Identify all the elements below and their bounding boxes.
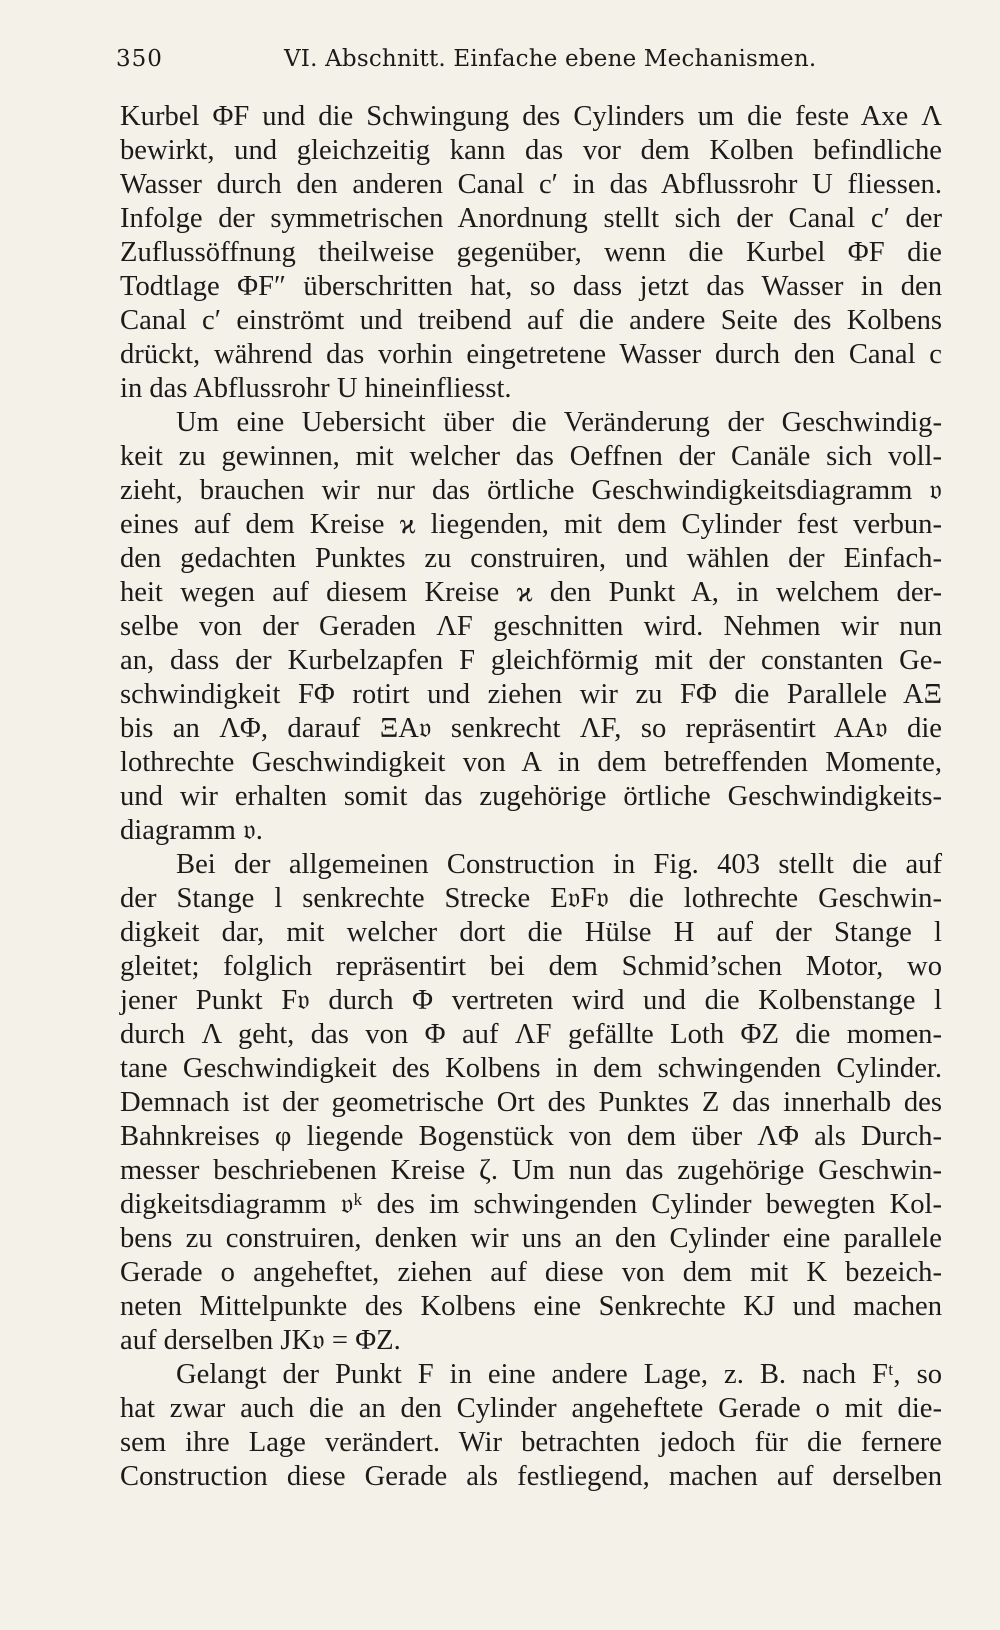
text-line: Construction diese Gerade als festliegend, machen auf derselben bbox=[120, 1461, 942, 1492]
text-line: bis an ΛΦ, darauf ΞA𝔳 senkrecht ΛF, so repräsentirt AA𝔳 die bbox=[120, 713, 942, 744]
text-line: Todtlage ΦF″ überschritten hat, so dass jetzt das Wasser in den bbox=[120, 271, 942, 302]
paragraph bbox=[120, 1358, 942, 1494]
text-line: eines auf dem Kreise ϰ liegenden, mit dem Cylinder fest verbun- bbox=[120, 509, 942, 540]
paragraph bbox=[120, 100, 942, 406]
text-line: digkeit dar, mit welcher dort die Hülse H auf der Stange l bbox=[120, 917, 942, 948]
text-line: in das Abflussrohr U hineinfliesst. bbox=[120, 373, 512, 404]
text-line: bewirkt, und gleichzeitig kann das vor dem Kolben befindliche bbox=[120, 135, 942, 166]
body-text bbox=[120, 100, 942, 1494]
text-line: lothrechte Geschwindigkeit von A in dem betreffenden Momente, bbox=[120, 747, 942, 778]
text-line: durch Λ geht, das von Φ auf ΛF gefällte Loth ΦZ die momen- bbox=[120, 1019, 942, 1050]
text-line: Gerade o angeheftet, ziehen auf diese von dem mit K bezeich- bbox=[120, 1257, 942, 1288]
text-line: selbe von der Geraden ΛF geschnitten wird. Nehmen wir nun bbox=[120, 611, 942, 642]
text-line: bens zu construiren, denken wir uns an den Cylinder eine parallele bbox=[120, 1223, 942, 1254]
text-line: Um eine Uebersicht über die Veränderung der Geschwindig- bbox=[176, 407, 942, 438]
paragraph bbox=[120, 406, 942, 848]
text-line: heit wegen auf diesem Kreise ϰ den Punkt A, in welchem der- bbox=[120, 577, 942, 608]
text-line: gleitet; folglich repräsentirt bei dem Schmid’schen Motor, wo bbox=[120, 951, 942, 982]
text-line: hat zwar auch die an den Cylinder angeheftete Gerade o mit die- bbox=[120, 1393, 942, 1424]
text-line: messer beschriebenen Kreise ζ. Um nun das zugehörige Geschwin- bbox=[120, 1155, 942, 1186]
text-line: Gelangt der Punkt F in eine andere Lage, z. B. nach Fᵗ, so bbox=[176, 1359, 942, 1390]
text-line: diagramm 𝔳. bbox=[120, 815, 263, 846]
text-line: Demnach ist der geometrische Ort des Punktes Z das innerhalb des bbox=[120, 1087, 942, 1118]
text-line: zieht, brauchen wir nur das örtliche Geschwindigkeitsdiagramm 𝔳 bbox=[120, 475, 942, 506]
text-line: keit zu gewinnen, mit welcher das Oeffnen der Canäle sich voll- bbox=[120, 441, 942, 472]
text-line: drückt, während das vorhin eingetretene Wasser durch den Canal c bbox=[120, 339, 942, 370]
text-line: auf derselben JK𝔳 = ΦZ. bbox=[120, 1325, 401, 1356]
text-line: Wasser durch den anderen Canal c′ in das Abflussrohr U fliessen. bbox=[120, 169, 942, 200]
page-number: 350 bbox=[116, 46, 163, 72]
text-line: Bahnkreises φ liegende Bogenstück von dem über ΛΦ als Durch- bbox=[120, 1121, 942, 1152]
text-line: Infolge der symmetrischen Anordnung stellt sich der Canal c′ der bbox=[120, 203, 942, 234]
text-line: neten Mittelpunkte des Kolbens eine Senkrechte KJ und machen bbox=[120, 1291, 942, 1322]
text-line: schwindigkeit FΦ rotirt und ziehen wir zu FΦ die Parallele AΞ bbox=[120, 679, 942, 710]
text-line: und wir erhalten somit das zugehörige örtliche Geschwindigkeits- bbox=[120, 781, 942, 812]
running-header bbox=[116, 46, 946, 80]
section-title: VI. Abschnitt. Einfache ebene Mechanismen. bbox=[284, 46, 817, 72]
text-line: sem ihre Lage verändert. Wir betrachten jedoch für die fernere bbox=[120, 1427, 942, 1458]
text-line: tane Geschwindigkeit des Kolbens in dem schwingenden Cylinder. bbox=[120, 1053, 942, 1084]
text-line: jener Punkt F𝔳 durch Φ vertreten wird und die Kolbenstange l bbox=[120, 985, 942, 1016]
text-line: Kurbel ΦF und die Schwingung des Cylinders um die feste Axe Λ bbox=[120, 101, 942, 132]
text-line: digkeitsdiagramm 𝔳ᵏ des im schwingenden Cylinder bewegten Kol- bbox=[120, 1189, 942, 1220]
text-line: Zuflussöffnung theilweise gegenüber, wenn die Kurbel ΦF die bbox=[120, 237, 942, 268]
text-line: an, dass der Kurbelzapfen F gleichförmig mit der constanten Ge- bbox=[120, 645, 942, 676]
text-line: Canal c′ einströmt und treibend auf die andere Seite des Kolbens bbox=[120, 305, 942, 336]
text-line: den gedachten Punktes zu construiren, und wählen der Einfach- bbox=[120, 543, 942, 574]
paragraph bbox=[120, 848, 942, 1358]
text-line: der Stange l senkrechte Strecke E𝔳F𝔳 die lothrechte Geschwin- bbox=[120, 883, 942, 914]
text-line: Bei der allgemeinen Construction in Fig. 403 stellt die auf bbox=[176, 849, 942, 880]
